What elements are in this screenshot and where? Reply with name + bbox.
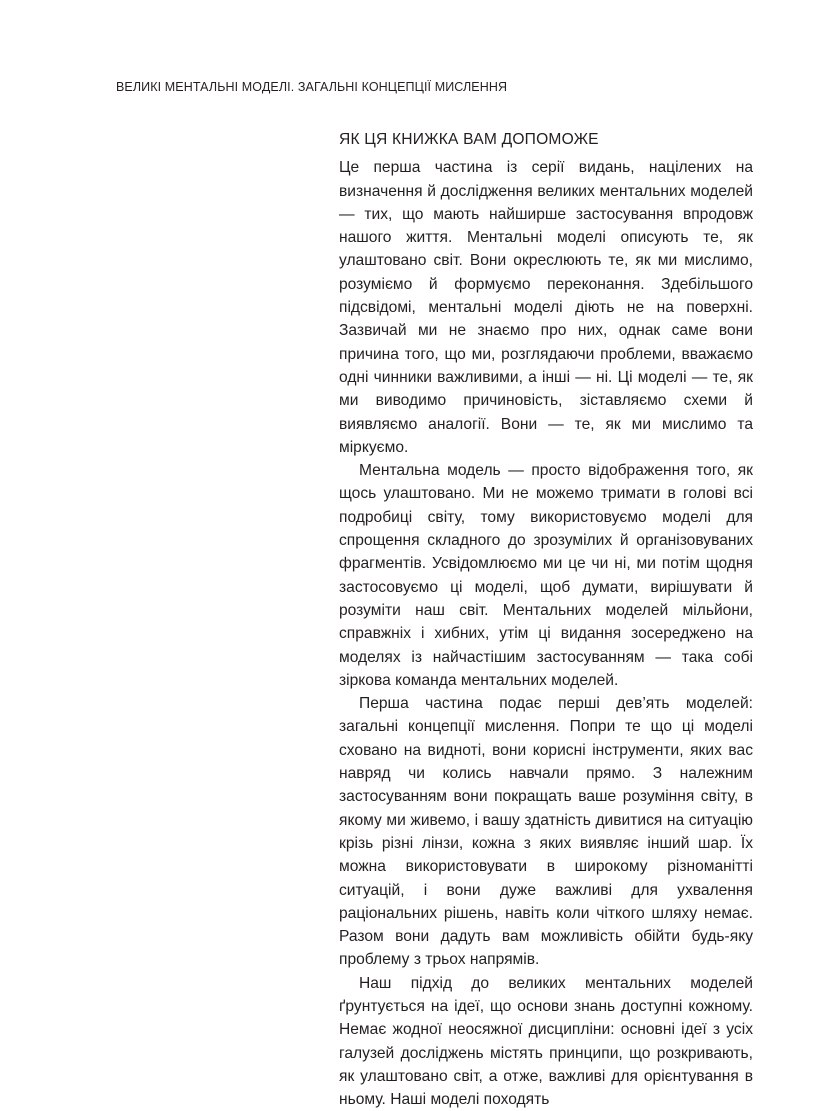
paragraph: Ментальна модель — просто відображення того, як щось улаштовано. Ми не можемо тримати в голові всі подробиці світу, тому використовуємо моделі для спрощення складного до зрозумілих й організовуваних фрагментів. Усвідомлюємо ми це чи ні, ми потім щодня застосовуємо ці моделі, щоб думати, вирішувати й розуміти наш світ. Ментальних моделей мільйони, справжніх і хибних, утім ці видання зосереджено на моделях із найчастішим застосуванням — така собі зіркова команда ментальних моделей. [339, 462, 753, 689]
paragraph: Перша частина подає перші дев’ять моделей: загальні концепції мислення. Попри те що ці моделі сховано на видноті, вони корисні інструменти, яких вас навряд чи колись навчали прямо. З належним застосуванням вони покращать ваше розуміння світу, в якому ми живемо, і вашу здатність дивитися на ситуацію крізь різні лінзи, кожна з яких виявляє інший шар. Їх можна використовувати в широкому різноманітті ситуацій, і вони дуже важливі для ухвалення раціональних рішень, навіть коли чіткого шляху немає. Разом вони дадуть вам можливість обійти будь-яку проблему з трьох напрямів. [339, 695, 753, 969]
paragraph: Наш підхід до великих ментальних моделей ґрунтується на ідеї, що основи знань доступні кожному. Немає жодної неосяжної дисципліни: основні ідеї з усіх галузей досліджень містять принципи, що розкривають, як улаштовано світ, а отже, важливі для орієнтування в ньому. Наші моделі походять [339, 974, 753, 1109]
paragraph: Це перша частина із серії видань, націлених на визначення й дослідження великих ментальних моделей — тих, що мають найширше застосування впродовж нашого життя. Ментальні моделі описують те, як улаштовано світ. Вони окреслюють те, як ми мислимо, розуміємо й формуємо переконання. Здебільшого підсвідомі, ментальні моделі діють не на поверхні. Зазвичай ми не знаємо про них, однак саме вони причина того, що ми, розглядаючи проблеми, вважаємо одні чинники важливими, а інші — ні. Ці моделі — те, як ми виводимо причиновість, зіставляємо схеми й виявляємо аналогії. Вони — те, як ми мислимо та міркуємо. [339, 159, 753, 456]
book-page-body [339, 128, 753, 1111]
section-heading: ЯК ЦЯ КНИЖКА ВАМ ДОПОМОЖЕ [339, 131, 599, 148]
running-header: ВЕЛИКІ МЕНТАЛЬНІ МОДЕЛІ. ЗАГАЛЬНІ КОНЦЕПЦІЇ МИСЛЕННЯ [116, 80, 508, 94]
